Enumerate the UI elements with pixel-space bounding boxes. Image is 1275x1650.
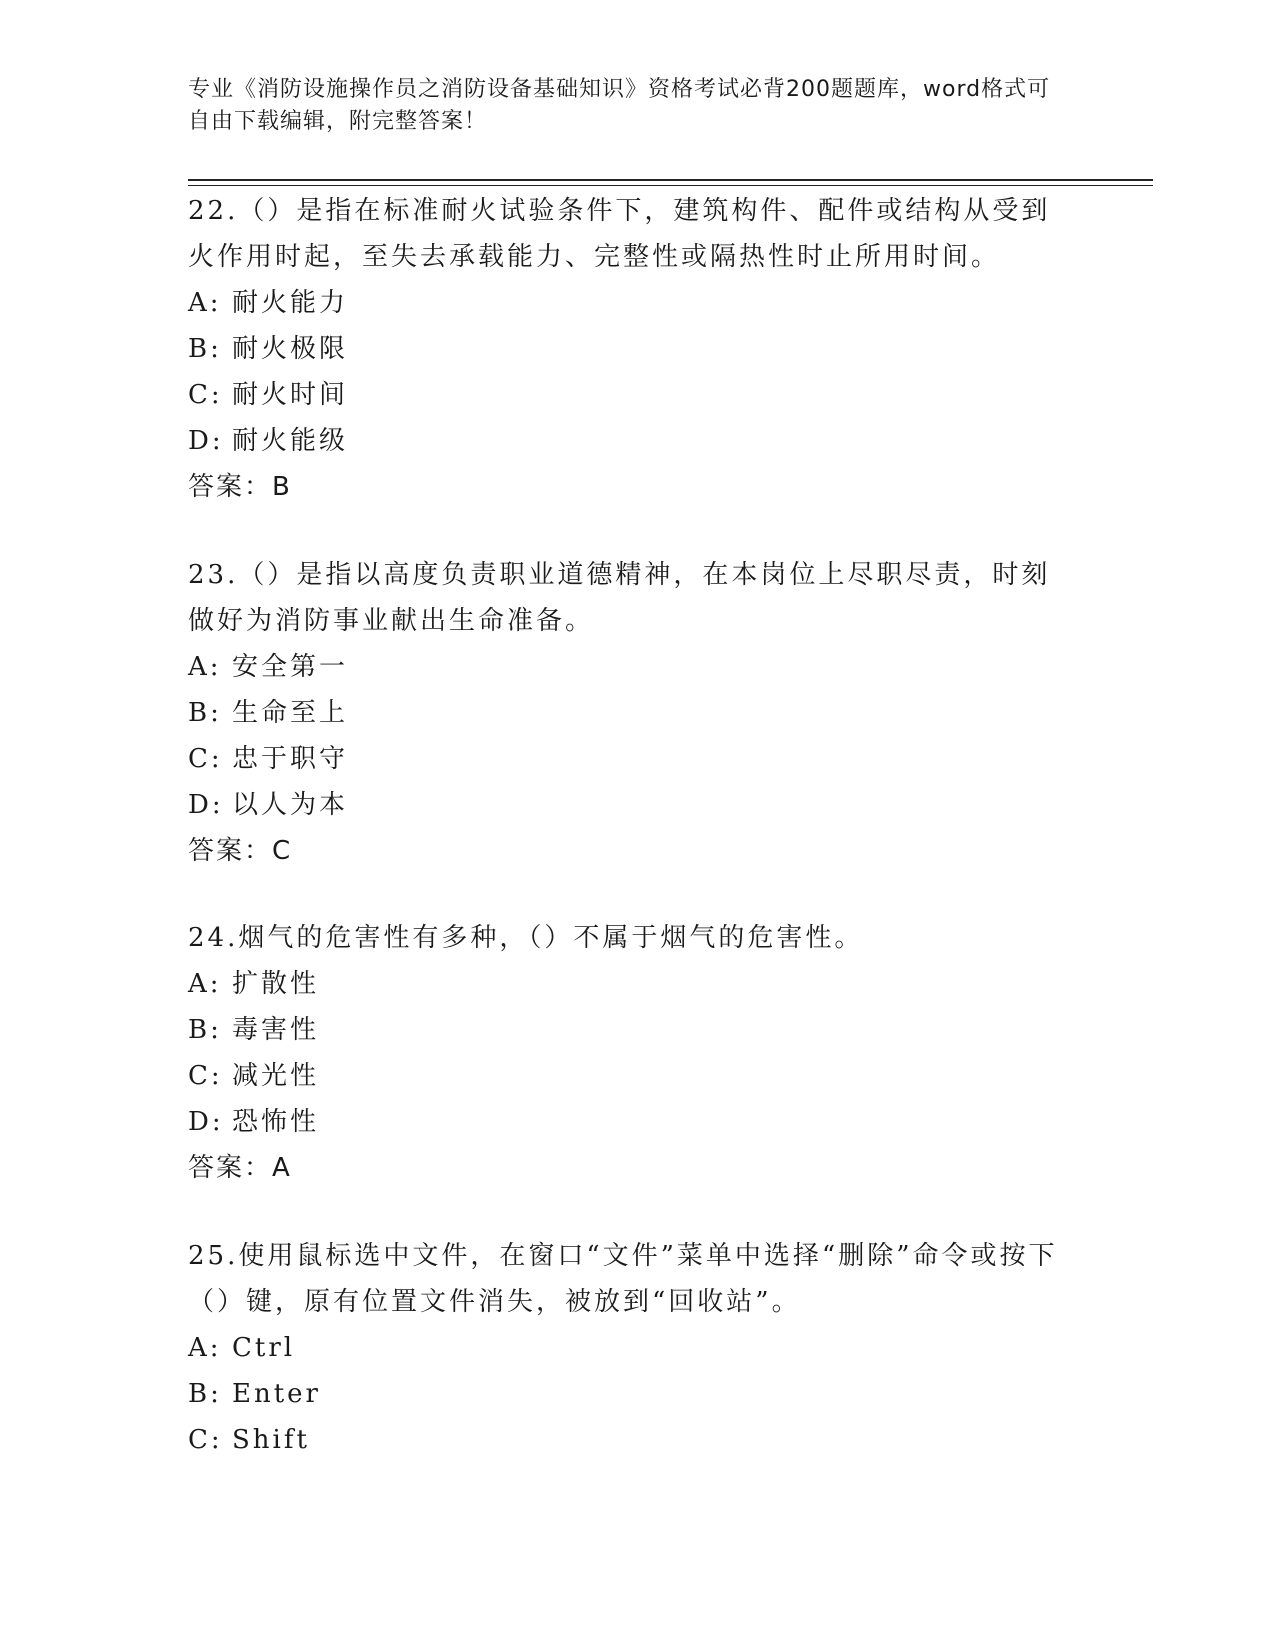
option-key: C: [188, 380, 223, 410]
option-text: 安全第一 [232, 652, 349, 682]
option-b [188, 1007, 1068, 1053]
option-key: A: [188, 969, 222, 999]
answer-line: 答案：A [188, 1153, 292, 1183]
answer-line: 答案：C [188, 836, 293, 866]
option-key: D: [188, 790, 224, 820]
header-divider-thick [188, 179, 1153, 181]
document-header: 专业《消防设施操作员之消防设备基础知识》资格考试必背200题题库，word格式可自由下载编辑，附完整答案！ [188, 77, 1051, 134]
option-d [188, 1099, 1068, 1145]
question-stem: 23.（）是指以高度负责职业道德精神，在本岗位上尽职尽责，时刻做好为消防事业献出生命准备。 [188, 560, 1051, 636]
option-key: A: [188, 288, 222, 318]
option-text: 以人为本 [232, 790, 349, 820]
option-key: B: [188, 1015, 222, 1045]
option-c [188, 736, 1068, 782]
option-text: 耐火极限 [232, 334, 349, 364]
question-24 [188, 915, 1068, 1191]
option-key: A: [188, 652, 222, 682]
option-d [188, 782, 1068, 828]
option-key: B: [188, 1379, 222, 1409]
option-a [188, 280, 1068, 326]
option-b [188, 1371, 1068, 1417]
question-stem: 25.使用鼠标选中文件，在窗口“文件”菜单中选择“删除”命令或按下（）键，原有位置文件消失，被放到“回收站”。 [188, 1241, 1058, 1317]
option-key: C: [188, 744, 223, 774]
option-key: B: [188, 334, 222, 364]
option-c [188, 372, 1068, 418]
option-b [188, 326, 1068, 372]
option-text: 恐怖性 [232, 1107, 320, 1137]
option-text: Ctrl [232, 1333, 296, 1363]
option-key: C: [188, 1425, 223, 1455]
option-text: Enter [232, 1379, 321, 1409]
option-text: Shift [232, 1425, 310, 1455]
question-23 [188, 552, 1068, 874]
option-a [188, 961, 1068, 1007]
option-a [188, 1325, 1068, 1371]
question-stem: 22.（）是指在标准耐火试验条件下，建筑构件、配件或结构从受到火作用时起，至失去承载能力、完整性或隔热性时止所用时间。 [188, 196, 1051, 272]
question-22 [188, 188, 1068, 510]
option-c [188, 1053, 1068, 1099]
option-text: 耐火时间 [232, 380, 349, 410]
option-text: 扩散性 [232, 969, 320, 999]
option-key: A: [188, 1333, 222, 1363]
option-b [188, 690, 1068, 736]
option-text: 耐火能力 [232, 288, 349, 318]
option-d [188, 418, 1068, 464]
option-key: D: [188, 426, 224, 456]
option-c [188, 1417, 1068, 1463]
question-25 [188, 1233, 1068, 1463]
header-divider-thin [188, 185, 1153, 186]
option-key: C: [188, 1061, 223, 1091]
option-key: D: [188, 1107, 224, 1137]
answer-line: 答案：B [188, 472, 292, 502]
question-stem: 24.烟气的危害性有多种，（）不属于烟气的危害性。 [188, 923, 864, 953]
option-key: B: [188, 698, 222, 728]
option-text: 忠于职守 [232, 744, 349, 774]
option-a [188, 644, 1068, 690]
option-text: 毒害性 [232, 1015, 320, 1045]
option-text: 生命至上 [232, 698, 349, 728]
option-text: 减光性 [232, 1061, 320, 1091]
option-text: 耐火能级 [232, 426, 349, 456]
